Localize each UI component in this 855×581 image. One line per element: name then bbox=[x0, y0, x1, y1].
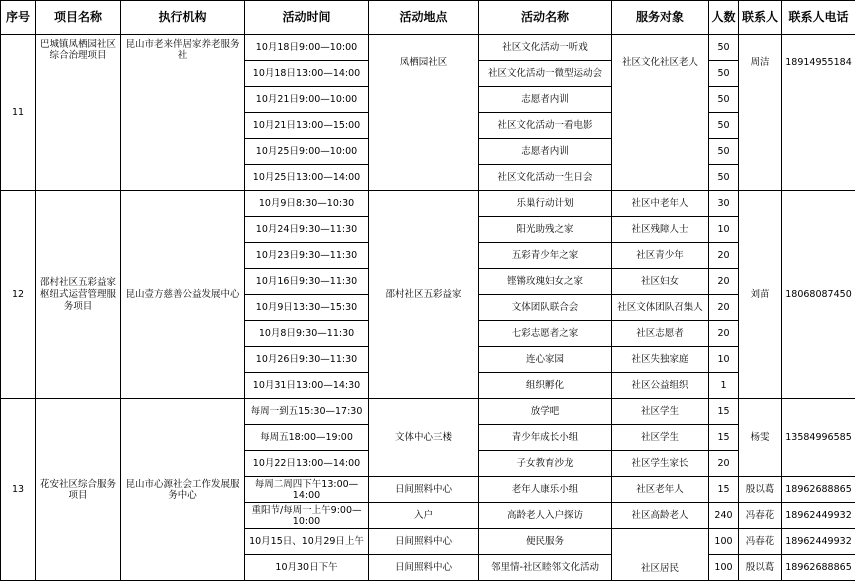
activity-time: 10月9日13:30—15:30 bbox=[245, 295, 369, 321]
activity-name: 青少年成长小组 bbox=[479, 425, 612, 451]
participant-count: 20 bbox=[709, 295, 739, 321]
contact-person: 冯春花 bbox=[739, 529, 782, 555]
contact-person: 冯春花 bbox=[739, 503, 782, 529]
contact-phone: 18962449932 bbox=[782, 529, 855, 555]
participant-count: 15 bbox=[709, 425, 739, 451]
header-no: 序号 bbox=[1, 1, 36, 35]
activity-time: 10月26日9:30—11:30 bbox=[245, 347, 369, 373]
participant-count: 20 bbox=[709, 451, 739, 477]
activity-name: 子女教育沙龙 bbox=[479, 451, 612, 477]
service-target: 社区学生 bbox=[612, 425, 709, 451]
header-project: 项目名称 bbox=[36, 1, 121, 35]
activity-time: 10月23日9:30—11:30 bbox=[245, 243, 369, 269]
contact-phone: 13584996585 bbox=[782, 399, 855, 477]
activity-time: 10月8日9:30—11:30 bbox=[245, 321, 369, 347]
contact-phone: 18962688865 bbox=[782, 555, 855, 581]
activity-time: 10月18日13:00—14:00 bbox=[245, 61, 369, 87]
header-target: 服务对象 bbox=[612, 1, 709, 35]
participant-count: 50 bbox=[709, 139, 739, 165]
participant-count: 50 bbox=[709, 61, 739, 87]
activity-time: 10月15日、10月29日上午 bbox=[245, 529, 369, 555]
header-activity: 活动名称 bbox=[479, 1, 612, 35]
participant-count: 50 bbox=[709, 165, 739, 191]
service-target: 社区文体团队召集人 bbox=[612, 295, 709, 321]
table-row bbox=[1, 399, 855, 425]
activity-name: 五彩青少年之家 bbox=[479, 243, 612, 269]
org-name: 昆山市老来伴居家养老服务社 bbox=[121, 35, 245, 191]
activity-time: 10月16日9:30—11:30 bbox=[245, 269, 369, 295]
activity-name: 志愿者内训 bbox=[479, 139, 612, 165]
participant-count: 100 bbox=[709, 555, 739, 581]
activity-name: 文体团队联合会 bbox=[479, 295, 612, 321]
service-target: 社区妇女 bbox=[612, 269, 709, 295]
activity-location: 邵村社区五彩益家 bbox=[369, 191, 479, 399]
service-target: 社区居民 bbox=[612, 529, 709, 581]
service-target: 社区老年人 bbox=[612, 477, 709, 503]
activity-time: 重阳节/每周一上午9:00—10:00 bbox=[245, 503, 369, 529]
project-name: 花安社区综合服务项目 bbox=[36, 399, 121, 581]
activity-location: 日间照料中心 bbox=[369, 555, 479, 581]
activity-time: 10月21日9:00—10:00 bbox=[245, 87, 369, 113]
header-contact: 联系人 bbox=[739, 1, 782, 35]
activity-name: 铿锵玫瑰妇女之家 bbox=[479, 269, 612, 295]
participant-count: 50 bbox=[709, 87, 739, 113]
activity-location: 日间照料中心 bbox=[369, 477, 479, 503]
project-name: 邵村社区五彩益家枢纽式运营管理服务项目 bbox=[36, 191, 121, 399]
activity-name: 组织孵化 bbox=[479, 373, 612, 399]
participant-count: 20 bbox=[709, 269, 739, 295]
participant-count: 10 bbox=[709, 347, 739, 373]
header-row bbox=[1, 1, 855, 35]
participant-count: 100 bbox=[709, 529, 739, 555]
service-target: 社区文化社区老人 bbox=[612, 35, 709, 191]
service-target: 社区学生家长 bbox=[612, 451, 709, 477]
header-count: 人数 bbox=[709, 1, 739, 35]
service-target: 社区中老年人 bbox=[612, 191, 709, 217]
activity-name: 高龄老人入户探访 bbox=[479, 503, 612, 529]
activity-name: 便民服务 bbox=[479, 529, 612, 555]
activity-time: 10月31日13:00—14:30 bbox=[245, 373, 369, 399]
participant-count: 1 bbox=[709, 373, 739, 399]
activity-name: 邻里情-社区睦邻文化活动 bbox=[479, 555, 612, 581]
activity-name: 乐巢行动计划 bbox=[479, 191, 612, 217]
activity-name: 老年人康乐小组 bbox=[479, 477, 612, 503]
header-org: 执行机构 bbox=[121, 1, 245, 35]
activity-time: 每周五18:00—19:00 bbox=[245, 425, 369, 451]
contact-phone: 18962688865 bbox=[782, 477, 855, 503]
table-row bbox=[1, 191, 855, 217]
activity-name: 社区文化活动一生日会 bbox=[479, 165, 612, 191]
activity-name: 社区文化活动一看电影 bbox=[479, 113, 612, 139]
contact-person: 殷以葛 bbox=[739, 477, 782, 503]
activity-time: 10月18日9:00—10:00 bbox=[245, 35, 369, 61]
participant-count: 20 bbox=[709, 321, 739, 347]
service-target: 社区学生 bbox=[612, 399, 709, 425]
row-no: 12 bbox=[1, 191, 36, 399]
row-no: 11 bbox=[1, 35, 36, 191]
activity-time: 每周二周四下午13:00—14:00 bbox=[245, 477, 369, 503]
activity-time: 10月25日13:00—14:00 bbox=[245, 165, 369, 191]
activity-name: 志愿者内训 bbox=[479, 87, 612, 113]
contact-phone: 18914955184 bbox=[782, 35, 855, 191]
org-name: 昆山市心源社会工作发展服务中心 bbox=[121, 399, 245, 581]
header-phone: 联系人电话 bbox=[782, 1, 855, 35]
header-location: 活动地点 bbox=[369, 1, 479, 35]
service-target: 社区高龄老人 bbox=[612, 503, 709, 529]
activity-name: 社区文化活动一听戏 bbox=[479, 35, 612, 61]
activity-name: 阳光助残之家 bbox=[479, 217, 612, 243]
participant-count: 15 bbox=[709, 477, 739, 503]
service-target: 社区失独家庭 bbox=[612, 347, 709, 373]
activity-location: 文体中心三楼 bbox=[369, 399, 479, 477]
row-no: 13 bbox=[1, 399, 36, 581]
activity-time: 10月24日9:30—11:30 bbox=[245, 217, 369, 243]
activity-location: 入户 bbox=[369, 503, 479, 529]
participant-count: 30 bbox=[709, 191, 739, 217]
service-target: 社区残障人士 bbox=[612, 217, 709, 243]
participant-count: 50 bbox=[709, 35, 739, 61]
contact-phone: 18068087450 bbox=[782, 191, 855, 399]
contact-person: 刘苗 bbox=[739, 191, 782, 399]
participant-count: 10 bbox=[709, 217, 739, 243]
table-row bbox=[1, 35, 855, 61]
contact-person: 杨雯 bbox=[739, 399, 782, 477]
service-target: 社区志愿者 bbox=[612, 321, 709, 347]
activity-name: 七彩志愿者之家 bbox=[479, 321, 612, 347]
header-time: 活动时间 bbox=[245, 1, 369, 35]
participant-count: 20 bbox=[709, 243, 739, 269]
project-name: 巴城镇凤栖园社区综合治理项目 bbox=[36, 35, 121, 191]
contact-phone: 18962449932 bbox=[782, 503, 855, 529]
activity-name: 连心家园 bbox=[479, 347, 612, 373]
participant-count: 50 bbox=[709, 113, 739, 139]
contact-person: 殷以葛 bbox=[739, 555, 782, 581]
activity-location: 凤栖园社区 bbox=[369, 35, 479, 191]
activity-time: 10月9日8:30—10:30 bbox=[245, 191, 369, 217]
activity-time: 10月25日9:00—10:00 bbox=[245, 139, 369, 165]
activity-name: 社区文化活动一微型运动会 bbox=[479, 61, 612, 87]
service-target: 社区青少年 bbox=[612, 243, 709, 269]
activity-location: 日间照料中心 bbox=[369, 529, 479, 555]
contact-person: 周洁 bbox=[739, 35, 782, 191]
activity-time: 每周一到五15:30—17:30 bbox=[245, 399, 369, 425]
activity-time: 10月21日13:00—15:00 bbox=[245, 113, 369, 139]
activity-name: 放学吧 bbox=[479, 399, 612, 425]
org-name: 昆山壹方慈善公益发展中心 bbox=[121, 191, 245, 399]
service-target: 社区公益组织 bbox=[612, 373, 709, 399]
activity-time: 10月30日下午 bbox=[245, 555, 369, 581]
participant-count: 15 bbox=[709, 399, 739, 425]
activity-time: 10月22日13:00—14:00 bbox=[245, 451, 369, 477]
participant-count: 240 bbox=[709, 503, 739, 529]
